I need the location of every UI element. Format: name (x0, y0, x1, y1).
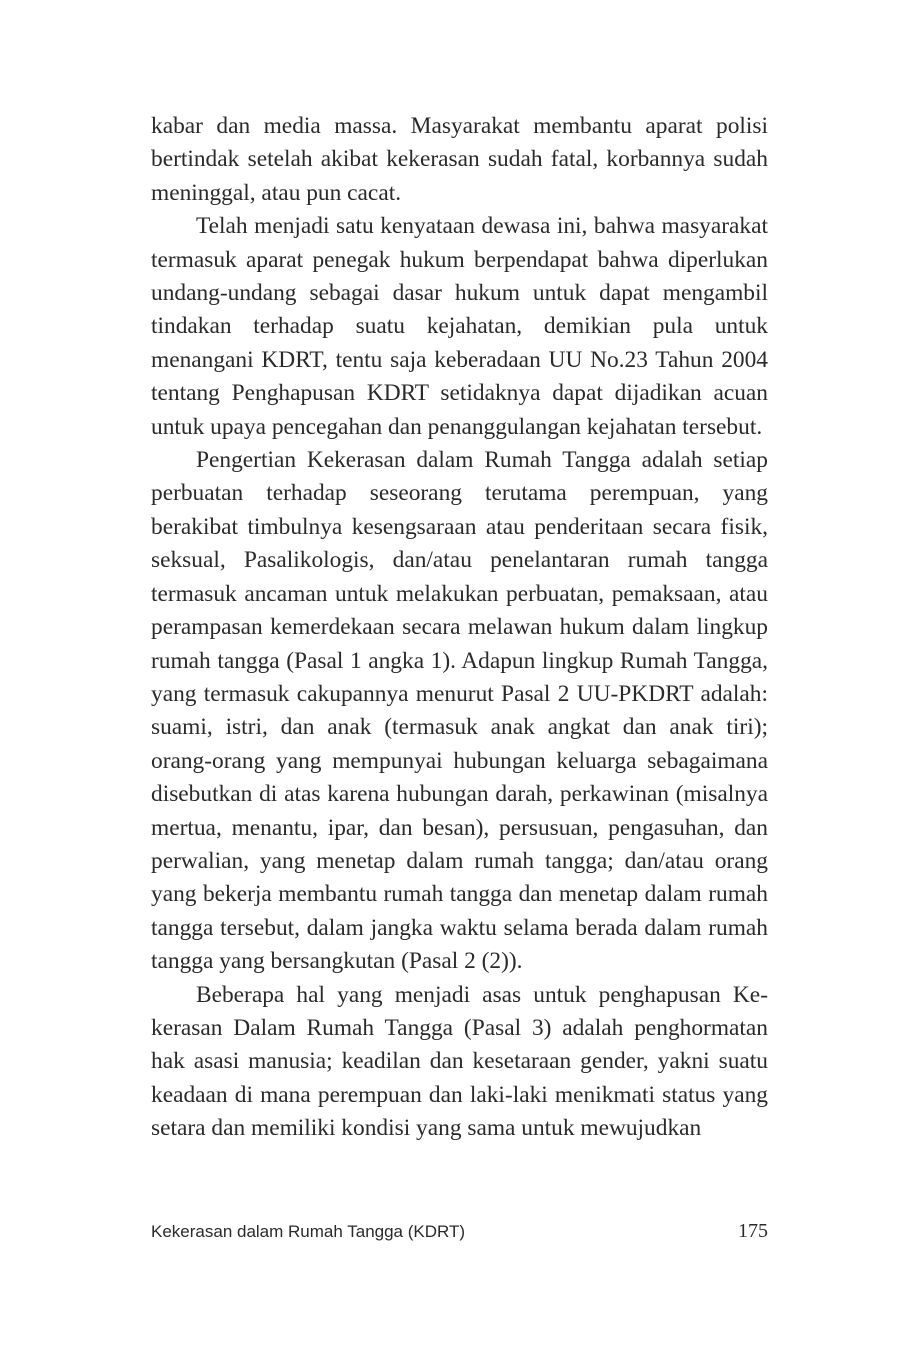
page-footer (151, 1222, 768, 1252)
page-number: 175 (738, 1220, 768, 1242)
running-title: Kekerasan dalam Rumah Tangga (KDRT) (151, 1222, 466, 1241)
paragraph-kdrt-definition: Pengertian Kekerasan dalam Rumah Tangga adalah setiap perbuatan terhadap seseorang terutama perempuan, yang berakibat timbulnya kesengsaraan atau penderitaan secara fisik, seksual, Pasalikologis, dan/atau penelantaran rumah tangga termasuk ancaman untuk melakukan perbuatan, pemaksaan, atau perampasan kemerdekaan secara melawan hukum dalam lingkup rumah tangga (Pasal 1 angka 1). Adapun lingkup Rumah Tangga, yang termasuk cakupannya menurut Pasal 2 UU-PKDRT adalah: suami, istri, dan anak (termasuk anak angkat dan anak tiri); orang-orang yang mempunyai hubungan keluarga sebagaimana disebutkan di atas karena hubungan darah, perkawinan (misalnya mertua, menantu, ipar, dan besan), persusuan, pengasuhan, dan perwalian, yang menetap dalam rumah tangga; dan/atau orang yang bekerja membantu rumah tangga dan menetap dalam rumah tangga tersebut, dalam jangka waktu selama berada dalam rumah tangga yang bersangkutan (Pasal 2 (2)). (151, 447, 768, 975)
paragraph-principles: Beberapa hal yang menjadi asas untuk penghapusan Kekerasan Dalam Rumah Tangga (Pasal 3) adalah penghormatan hak asasi manusia; keadilan dan kesetaraan gender, yakni suatu keadaan di mana perempuan dan laki-laki menikmati status yang setara dan memiliki kondisi yang sama untuk mewujudkan (151, 981, 768, 1142)
paragraph-law-necessity: Telah menjadi satu kenyataan dewasa ini, bahwa masyarakat termasuk aparat penegak hukum berpendapat bahwa diperlukan undang-undang sebagai dasar hukum untuk dapat mengambil tindakan terhadap suatu kejahatan, demikian pula untuk menangani KDRT, tentu saja keberadaan UU No.23 Tahun 2004 tentang Penghapusan KDRT setidaknya dapat dijadikan acuan untuk upaya pencegahan dan penanggulangan kejahatan tersebut. (151, 213, 768, 440)
body-text (151, 110, 768, 1146)
paragraph-continuation: kabar dan media massa. Masyarakat membantu aparat polisi bertindak setelah akibat kekerasan sudah fatal, korbannya sudah meninggal, atau pun cacat. (151, 113, 768, 206)
